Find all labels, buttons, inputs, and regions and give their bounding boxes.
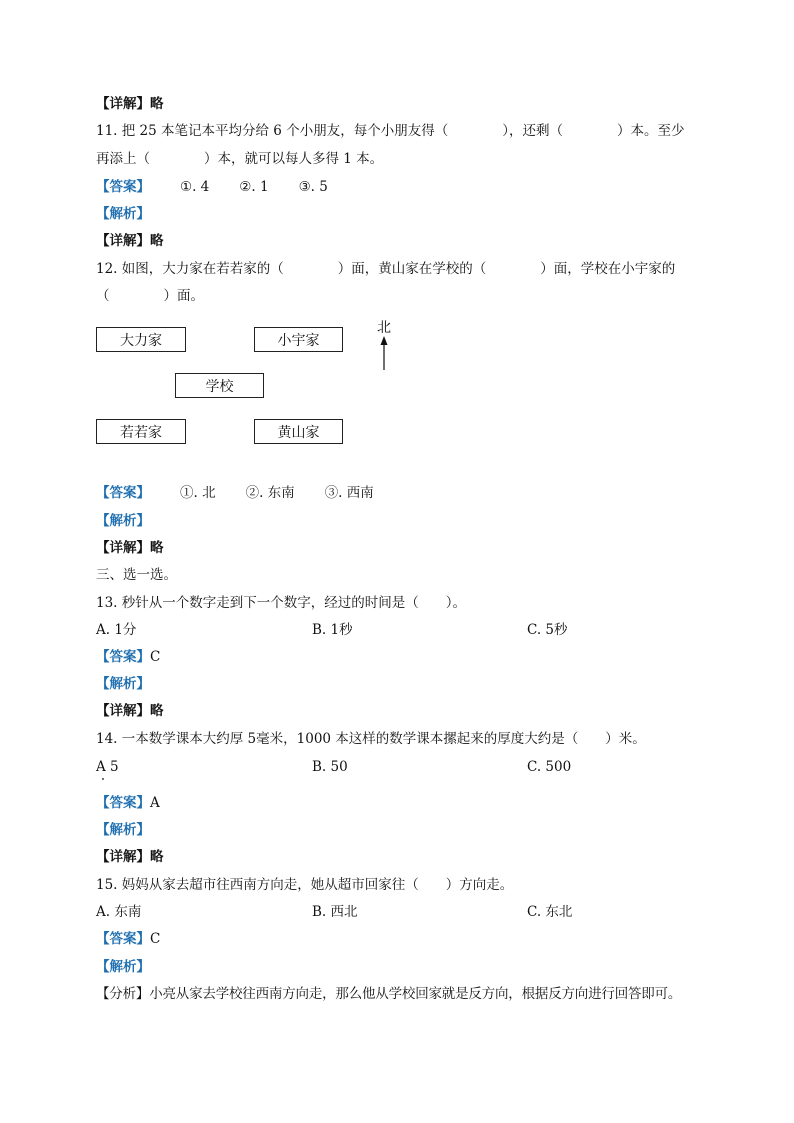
q12-answer <box>96 483 374 503</box>
answer-tag: 【答案】 <box>96 931 150 947</box>
q12-text-line1: 12. 如图，大力家在若若家的（ ）面，黄山家在学校的（ ）面，学校在小宇家的 <box>96 261 676 277</box>
q11-text-line2: 再添上（ ）本，就可以每人多得 1 本。 <box>96 151 384 167</box>
q14-answer <box>96 793 160 813</box>
q12-analysis: 【解析】 <box>96 513 150 529</box>
q14-option-b: B. 50 <box>312 759 348 775</box>
north-arrow-icon <box>374 320 394 374</box>
box-dali-home: 大力家 <box>96 327 186 352</box>
answer-tag: 【答案】 <box>96 485 150 501</box>
q13-analysis: 【解析】 <box>96 676 150 692</box>
q11-text-line1: 11. 把 25 本笔记本平均分给 6 个小朋友，每个小朋友得（ ），还剩（ ）本。至少 <box>96 123 685 139</box>
answer-value: C <box>150 931 161 947</box>
answer-item: ②. 东南 <box>245 485 295 501</box>
box-school: 学校 <box>175 373 264 398</box>
q13-option-a: A. 1分 <box>96 622 137 638</box>
q15-text: 15. 妈妈从家去超市往西南方向走，她从超市回家往（ ）方向走。 <box>96 877 514 893</box>
q13-detail: 【详解】略 <box>96 703 164 719</box>
q15-analysis: 【解析】 <box>96 959 150 975</box>
q15-option-c: C. 东北 <box>527 904 573 920</box>
answer-tag: 【答案】 <box>96 795 150 811</box>
q11-analysis: 【解析】 <box>96 206 150 222</box>
answer-item: ①. 4 <box>180 179 210 195</box>
box-ruoruo-home: 若若家 <box>96 419 186 444</box>
q13-option-b: B. 1秒 <box>312 622 353 638</box>
q13-option-c: C. 5秒 <box>527 622 568 638</box>
q15-option-b: B. 西北 <box>312 904 358 920</box>
q11-detail: 【详解】略 <box>96 233 164 249</box>
answer-tag: 【答案】 <box>96 179 150 195</box>
box-huangshan-home: 黄山家 <box>254 419 343 444</box>
answer-item: ②. 1 <box>239 179 269 195</box>
q13-answer <box>96 647 160 667</box>
q15-analysis-note: 【分析】小亮从家去学校往西南方向走，那么他从学校回家就是反方向，根据反方向进行回答即可。 <box>96 986 682 1002</box>
q14-option-a: A 5 <box>96 759 119 775</box>
box-xiaoyu-home: 小宇家 <box>254 327 343 352</box>
section-heading: 三、选一选。 <box>96 567 177 583</box>
q14-analysis: 【解析】 <box>96 822 150 838</box>
q15-option-a: A. 东南 <box>96 904 142 920</box>
q12-text-line2: （ ）面。 <box>96 288 204 304</box>
q14-option-c: C. 500 <box>527 759 572 775</box>
q14-detail: 【详解】略 <box>96 849 164 865</box>
q12-detail: 【详解】略 <box>96 540 164 556</box>
answer-item: ①. 北 <box>180 485 216 501</box>
answer-value: A <box>150 795 160 811</box>
answer-value: C <box>150 649 161 665</box>
q13-text: 13. 秒针从一个数字走到下一个数字，经过的时间是（ ）。 <box>96 595 467 611</box>
answer-item: ③. 5 <box>298 179 328 195</box>
q15-answer <box>96 929 160 949</box>
q11-answer <box>96 177 328 197</box>
q14-text: 14. 一本数学课本大约厚 5毫米，1000 本这样的数学课本摞起来的厚度大约是（ ）米。 <box>96 731 646 747</box>
answer-item: ③. 西南 <box>324 485 374 501</box>
answer-tag: 【答案】 <box>96 649 150 665</box>
q10-detail: 【详解】略 <box>96 96 164 112</box>
north-label: 北 <box>377 320 391 336</box>
stray-dot <box>102 778 104 780</box>
